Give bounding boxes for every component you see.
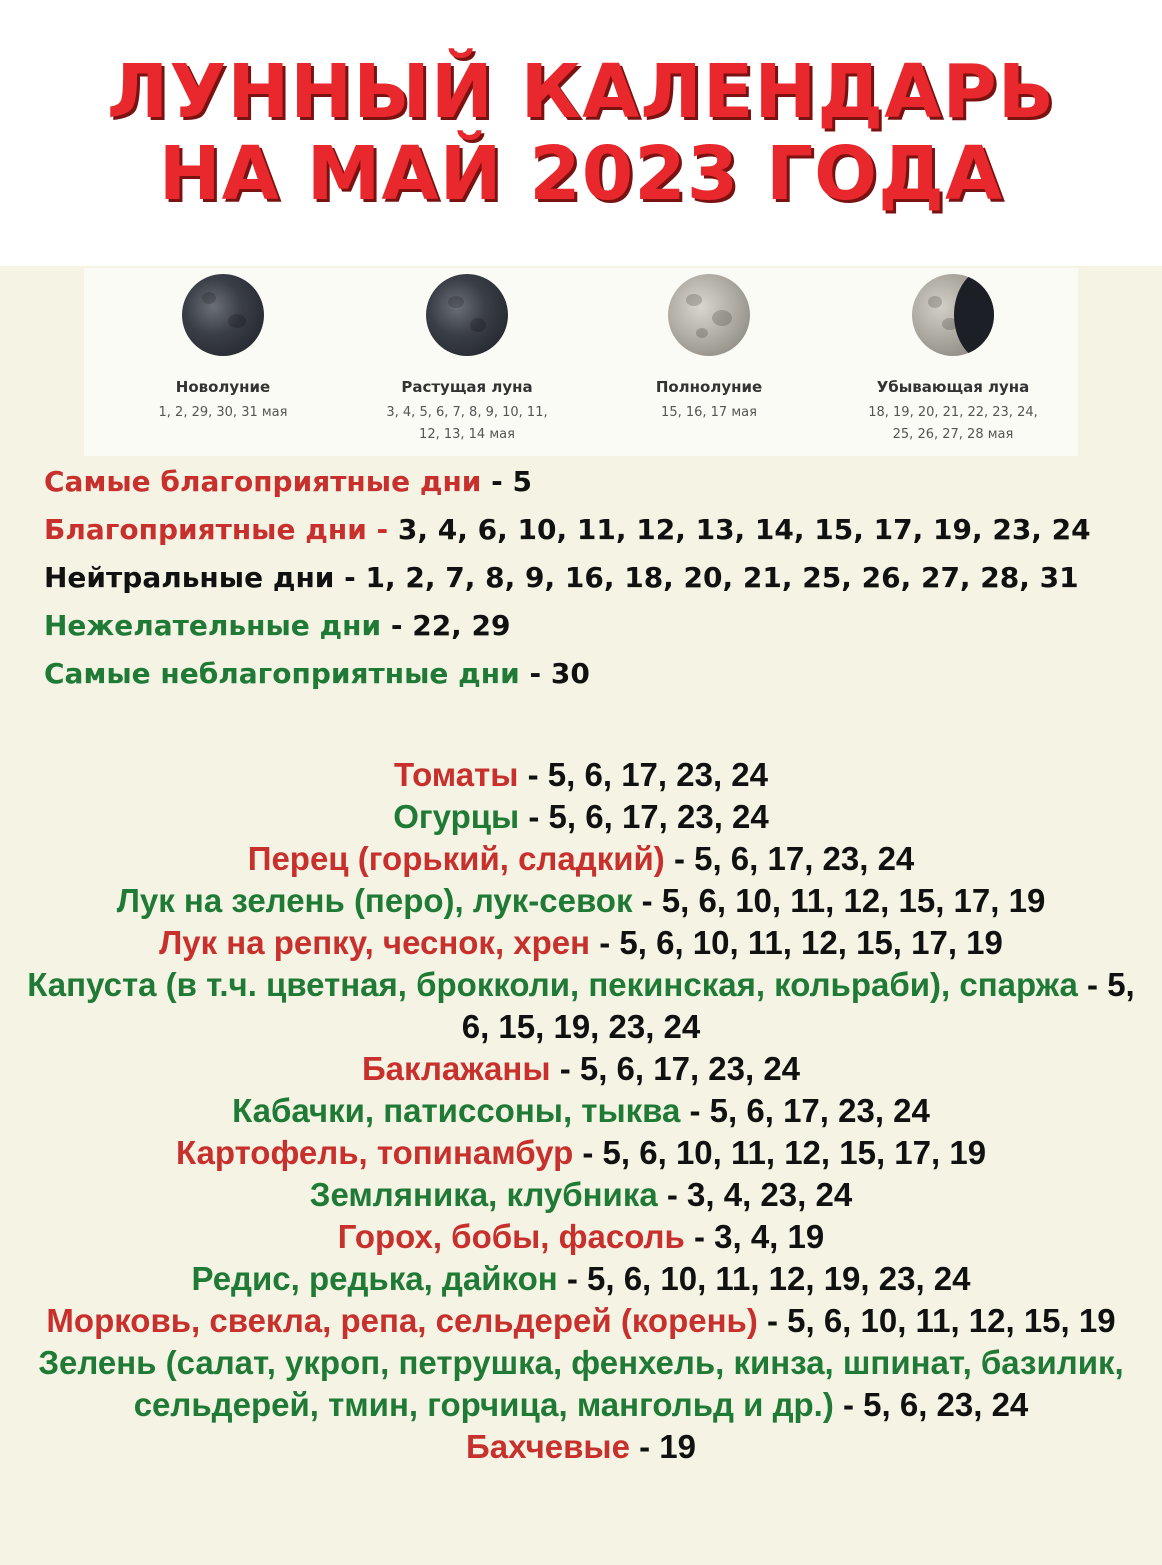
crop-dates: - 5, 6, 17, 23, 24: [664, 840, 915, 877]
crop-item: [10, 1342, 1152, 1426]
full-moon-icon: [668, 274, 750, 356]
day-value: - 22, 29: [381, 609, 511, 642]
phase-dates: 18, 19, 20, 21, 22, 23, 24,: [868, 405, 1038, 420]
crop-name: Редис, редька, дайкон: [191, 1260, 558, 1297]
phase-name: Растущая луна: [401, 378, 533, 396]
crop-dates: - 5, 6, 10, 11, 12, 15, 19: [757, 1302, 1116, 1339]
new-moon-icon: [182, 274, 264, 356]
crop-dates: - 5, 6, 17, 23, 24: [519, 798, 769, 835]
moon-phases-panel: [84, 268, 1078, 456]
crop-name: Лук на репку, чеснок, хрен: [159, 924, 591, 961]
phase-dates-cont: 12, 13, 14 мая: [419, 427, 515, 442]
day-value: - 1, 2, 7, 8, 9, 16, 18, 20, 21, 25, 26, 27, 28, 31: [334, 561, 1079, 594]
crop-item: [10, 880, 1152, 922]
crop-dates: - 5, 6, 10, 11, 12, 15, 17, 19: [590, 924, 1003, 961]
phase-name: Полнолуние: [655, 378, 763, 396]
crop-item: [10, 964, 1152, 1048]
day-value: 3, 4, 6, 10, 11, 12, 13, 14, 15, 17, 19, 23, 24: [388, 513, 1091, 546]
day-label: Нейтральные дни: [44, 561, 335, 594]
crop-name: Кабачки, патиссоны, тыква: [232, 1092, 681, 1129]
crop-dates: - 5, 6, 17, 23, 24: [550, 1050, 801, 1087]
crop-item: [10, 754, 1152, 796]
crop-item: [10, 1258, 1152, 1300]
page-title-line2: НА МАЙ 2023 ГОДА: [158, 131, 1004, 217]
crop-dates: - 5, 6, 10, 11, 12, 15, 17, 19: [632, 882, 1046, 919]
crop-dates: - 5, 6, 17, 23, 24: [518, 756, 768, 793]
crop-name: Лук на зелень (перо), лук-севок: [116, 882, 633, 919]
phase-new-moon: [108, 268, 338, 424]
phase-dates: 15, 16, 17 мая: [661, 405, 757, 420]
crop-name: Бахчевые: [466, 1428, 630, 1465]
crop-item: [10, 1216, 1152, 1258]
crop-dates: - 3, 4, 23, 24: [657, 1176, 853, 1213]
crop-name: Томаты: [394, 756, 519, 793]
crop-name: Баклажаны: [361, 1050, 551, 1087]
waning-moon-icon: [912, 274, 994, 356]
crop-item: [10, 1426, 1152, 1468]
day-value: - 30: [519, 657, 590, 690]
crop-item: [10, 1090, 1152, 1132]
crop-name: Перец (горький, сладкий): [247, 840, 665, 877]
crop-name: Зелень (салат, укроп, петрушка, фенхель, кинза, шпинат, базилик, сельдерей, тмин, горчица, мангольд и др.): [38, 1344, 1124, 1423]
favorable-days: [44, 506, 1144, 554]
neutral-days: [44, 554, 1144, 602]
phase-full-moon: [594, 268, 824, 424]
crop-name: Земляника, клубника: [309, 1176, 658, 1213]
crop-dates: - 19: [629, 1428, 696, 1465]
crop-item: [10, 1174, 1152, 1216]
crop-item: [10, 838, 1152, 880]
phase-dates-cont: 25, 26, 27, 28 мая: [892, 427, 1014, 442]
phase-name: Новолуние: [175, 378, 271, 396]
waxing-moon-icon: [426, 274, 508, 356]
day-label: Нежелательные дни: [44, 609, 382, 642]
crop-name: Морковь, свекла, репа, сельдерей (корень): [46, 1302, 758, 1339]
phase-waning-moon: [838, 268, 1068, 446]
crop-dates: - 5, 6, 23, 24: [833, 1386, 1029, 1423]
most-unfavorable-days: [44, 650, 1144, 698]
day-label: Самые благоприятные дни: [44, 465, 482, 498]
crop-item: [10, 796, 1152, 838]
phase-dates: 3, 4, 5, 6, 7, 8, 9, 10, 11,: [386, 405, 548, 420]
crop-name: Капуста (в т.ч. цветная, брокколи, пекинская, кольраби), спаржа: [27, 966, 1078, 1003]
most-favorable-days: [44, 458, 1144, 506]
phase-name: Убывающая луна: [876, 378, 1030, 396]
phase-dates: 1, 2, 29, 30, 31 мая: [158, 405, 288, 420]
header: [0, 0, 1162, 266]
crop-dates: - 3, 4, 19: [684, 1218, 825, 1255]
crop-name: Огурцы: [393, 798, 520, 835]
crop-dates: - 5, 6, 17, 23, 24: [680, 1092, 930, 1129]
undesirable-days: [44, 602, 1144, 650]
crop-list: [10, 754, 1152, 1468]
day-categories: [44, 458, 1144, 698]
page-title-line1: ЛУННЫЙ КАЛЕНДАРЬ: [106, 49, 1056, 135]
crop-item: [10, 1300, 1152, 1342]
day-value: - 5: [481, 465, 533, 498]
crop-name: Картофель, топинамбур: [175, 1134, 574, 1171]
crop-item: [10, 1132, 1152, 1174]
crop-dates: - 5, 6, 10, 11, 12, 19, 23, 24: [557, 1260, 971, 1297]
crop-name: Горох, бобы, фасоль: [337, 1218, 685, 1255]
crop-item: [10, 922, 1152, 964]
phase-waxing-moon: [352, 268, 582, 446]
day-label: Благоприятные дни -: [44, 513, 389, 546]
crop-dates: - 5, 6, 15, 19, 23, 24: [461, 966, 1135, 1045]
crop-item: [10, 1048, 1152, 1090]
day-label: Самые неблагоприятные дни: [44, 657, 520, 690]
crop-dates: - 5, 6, 10, 11, 12, 15, 17, 19: [573, 1134, 987, 1171]
